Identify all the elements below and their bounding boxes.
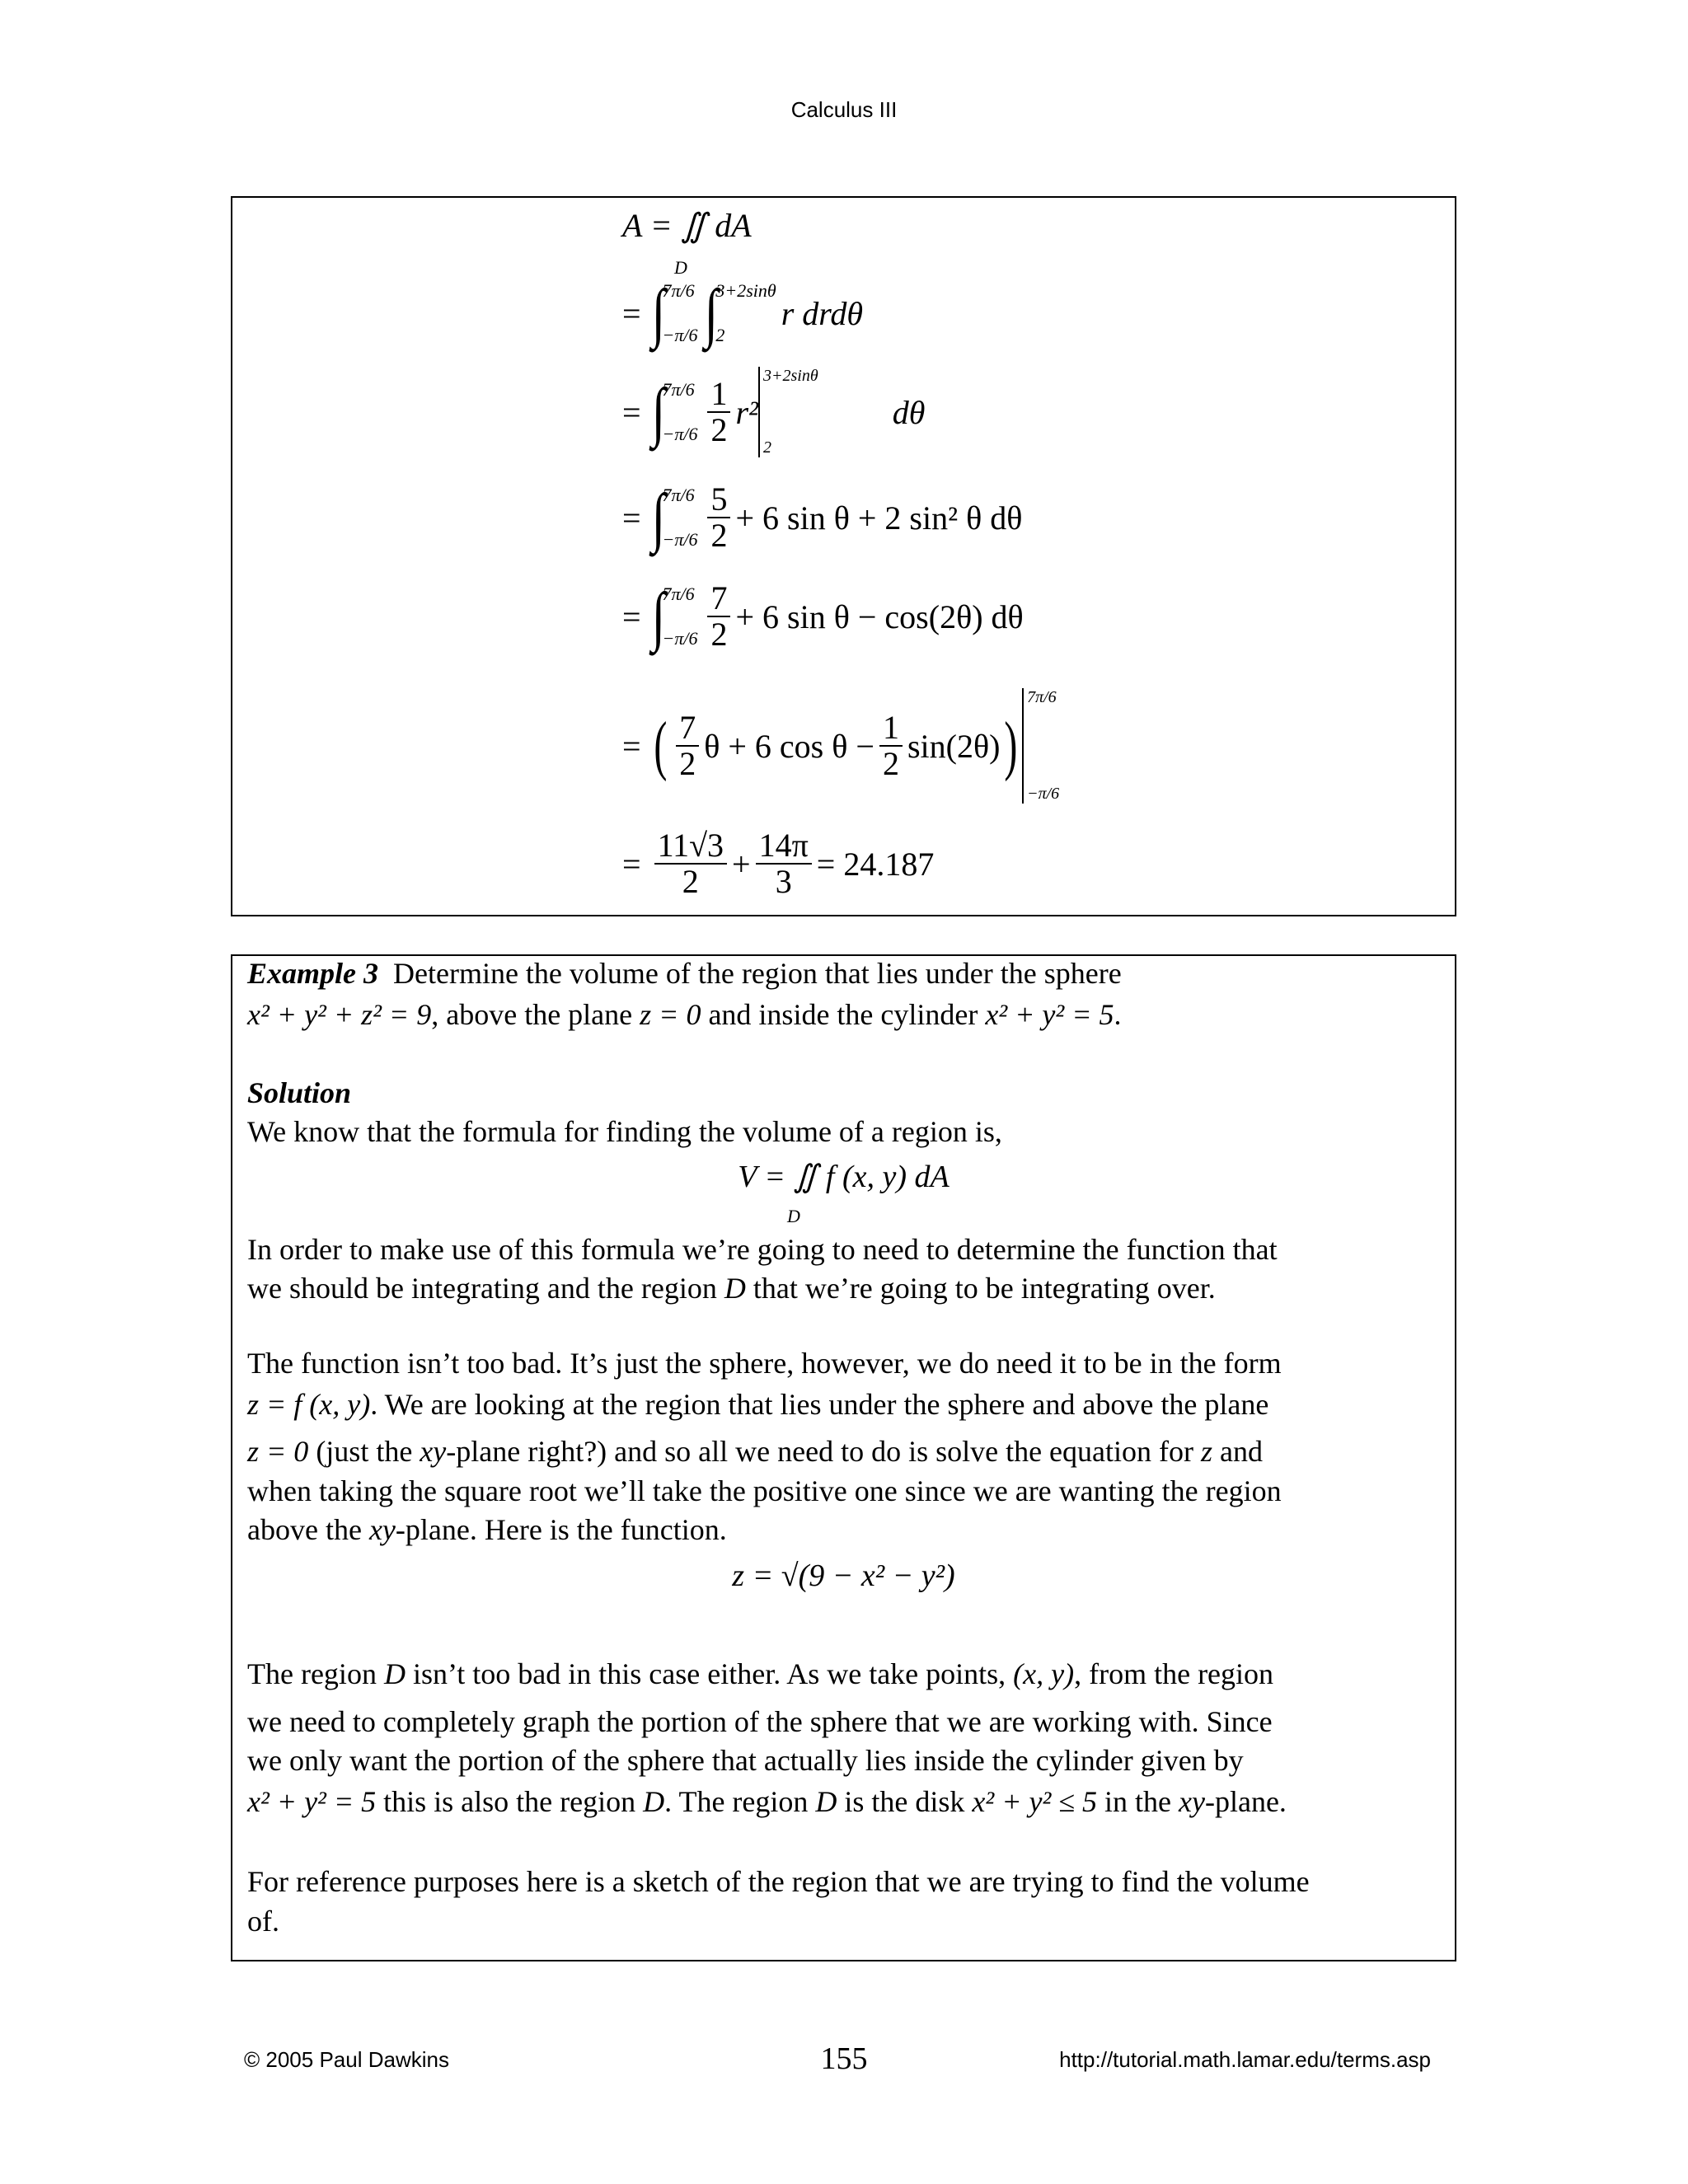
lower-limit: −π/6 [662,529,698,550]
example-text: , above the plane [431,998,633,1031]
inner-upper-limit: 3+2sinθ [715,280,776,301]
example-statement-line-2 [247,997,1122,1032]
eval-top: 3+2sinθ [763,367,818,385]
integrand: + 6 sin θ − cos(2θ) dθ [735,598,1024,635]
d-theta: dθ [892,393,926,431]
upper-limit: 7π/6 [662,583,695,604]
lower-limit: −π/6 [662,424,698,444]
numeric-result: = 24.187 [816,845,935,883]
text: is the disk [844,1785,965,1818]
paragraph [247,1512,727,1547]
xy-symbol: xy [368,1513,396,1546]
region-subscript: D [787,1206,800,1226]
frac-num: 7 [676,710,699,747]
upper-limit: 7π/6 [662,485,695,505]
text: , from the region [1074,1657,1274,1690]
text: we should be integrating and the region [247,1272,717,1305]
paragraph: In order to make use of this formula we’re going to need to determine the function that [247,1233,1278,1266]
outer-upper-limit: 7π/6 [662,280,695,301]
disk-inequality: x² + y² ≤ 5 [972,1785,1098,1818]
region-subscript: D [674,257,687,278]
plane-equation: z = 0 [247,1435,309,1468]
result-line: = $\frac{11√3}{2}$ + $\frac{14\pi}{3}$ = 24.187 [622,827,935,900]
text: isn’t too bad in this case either. As we take points, [412,1657,1006,1690]
antiderivative-tail: sin(2θ) [907,727,1001,765]
frac-den: 2 [679,745,696,782]
outer-lower-limit: −π/6 [662,325,698,345]
z-symbol: z [1201,1435,1213,1468]
antiderivative-line: = ( $\frac{7}{2}$ θ + 6 cos θ − $\frac{1}{2}$ sin(2θ) ) 7π/6 −π/6 [622,688,1060,803]
sphere-equation: x² + y² + z² = 9 [247,998,432,1031]
text: -plane. Here is the function. [395,1513,727,1546]
paragraph [247,1271,1216,1305]
text: above the [247,1513,362,1546]
text: -plane right?) and so all we need to do is solve the equation for [446,1435,1193,1468]
eval-bottom: 2 [763,438,772,457]
polar-integral-line: = ∫ 7π/6 −π/6 ∫ 3+2sinθ 2 r drdθ [622,277,864,349]
paragraph: we only want the portion of the sphere that actually lies inside the cylinder given by [247,1744,1244,1777]
text: -plane. [1204,1785,1287,1818]
paragraph [247,1434,1263,1469]
text: in the [1104,1785,1171,1818]
page-header: Calculus III [790,97,898,122]
frac-den: 2 [710,616,728,653]
paragraph [247,1387,1268,1422]
antiderivative-middle: θ + 6 cos θ − [704,727,874,765]
terms-url[interactable]: http://tutorial.math.lamar.edu/terms.asp [1059,2047,1431,2072]
paragraph [247,1657,1273,1691]
integrand: r drdθ [781,294,864,332]
region-symbol: D [724,1272,746,1305]
area-integral: A = ∬ dA [622,207,752,244]
text: . We are looking at the region that lies under the sphere and above the plane [370,1388,1269,1421]
plane-equation: z = 0 [640,998,701,1031]
cylinder-equation: x² + y² = 5 [247,1785,377,1818]
sphere-function: z = √(9 − x² − y²) [732,1558,955,1593]
example-statement-line-1 [247,956,1122,991]
r-squared: r² [735,393,759,431]
page-number: 155 [820,2041,868,2076]
text: . The region [664,1785,809,1818]
paragraph: The function isn’t too bad. It’s just the sphere, however, we do need it to be in the form [247,1347,1282,1380]
frac-num: 11√3 [654,828,727,865]
identity-integral-line: = ∫ 7π/6 −π/6 $\frac{7}{2}$ + 6 sin θ − cos(2θ) dθ [622,579,1024,653]
frac-den: 2 [710,517,728,554]
volume-formula: V = ∬ f (x, y) dA [738,1160,950,1194]
upper-limit: 7π/6 [662,379,695,400]
plus-sign: + [732,845,751,883]
frac-num: 5 [707,482,730,518]
text: (just the [316,1435,413,1468]
example-label: Example 3 [247,957,378,990]
frac-num: 7 [707,581,730,617]
inner-lower-limit: 2 [715,325,725,345]
eval-bottom: −π/6 [1027,785,1060,803]
paragraph: For reference purposes here is a sketch of the region that we are trying to find the volume [247,1865,1310,1898]
frac-den: 2 [882,745,899,782]
paragraph: when taking the square root we’ll take the positive one since we are wanting the region [247,1474,1282,1507]
frac-den: 2 [710,411,728,448]
integrand: + 6 sin θ + 2 sin² θ dθ [735,499,1023,537]
paragraph: of. [247,1905,279,1938]
frac-num: 1 [707,377,730,413]
expanded-integral-line: = ∫ 7π/6 −π/6 $\frac{5}{2}$ + 6 sin θ + 2 sin² θ dθ [622,480,1023,554]
frac-num: 1 [879,710,903,747]
paragraph [247,1784,1287,1819]
frac-den: 2 [682,863,699,900]
region-symbol: D [815,1785,837,1818]
area-integral-line [622,206,752,245]
inner-integration-line: = ∫ 7π/6 −π/6 $\frac{1}{2}$ r² 3+2sinθ 2 dθ [622,367,926,457]
region-symbol: D [643,1785,665,1818]
paragraph: We know that the formula for finding the volume of a region is, [247,1115,1002,1148]
cylinder-equation: x² + y² = 5 [985,998,1114,1031]
text: and [1220,1435,1263,1468]
paragraph: we need to completely graph the portion of the sphere that we are working with. Since [247,1705,1273,1738]
text: that we’re going to be integrating over. [753,1272,1216,1305]
function-form: z = f (x, y) [247,1388,371,1421]
point-symbol: (x, y) [1013,1657,1075,1690]
example-text: and inside the cylinder [708,998,978,1031]
frac-den: 3 [775,863,792,900]
region-symbol: D [383,1657,406,1690]
example-text: Determine the volume of the region that lies under the sphere [393,957,1122,990]
frac-num: 14π [756,828,812,865]
solution-heading: Solution [247,1076,352,1109]
eval-top: 7π/6 [1027,688,1057,706]
lower-limit: −π/6 [662,628,698,649]
text: this is also the region [383,1785,636,1818]
xy-symbol: xy [420,1435,447,1468]
copyright: © 2005 Paul Dawkins [244,2047,449,2072]
text: The region [247,1657,377,1690]
example-text: . [1114,998,1122,1031]
xy-symbol: xy [1179,1785,1205,1818]
